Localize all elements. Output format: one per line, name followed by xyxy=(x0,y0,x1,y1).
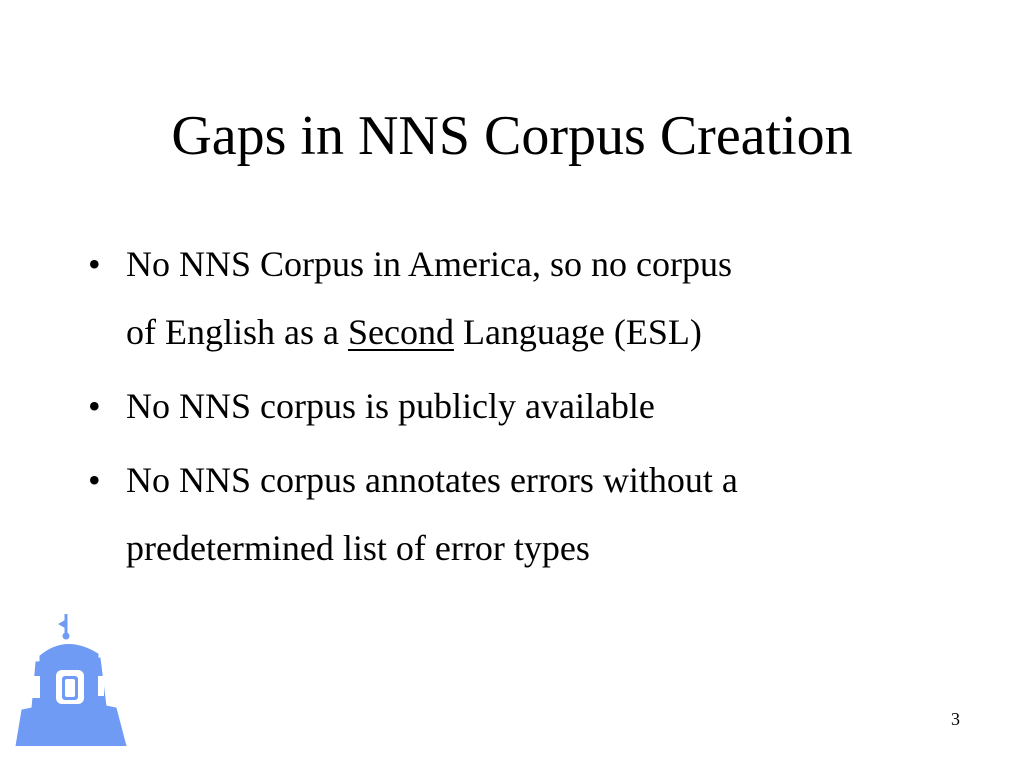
bullet-item xyxy=(88,446,918,582)
building-cupola-icon xyxy=(14,610,130,746)
bullet-text xyxy=(126,446,918,582)
bullet-dot: • xyxy=(88,244,101,284)
bullet-dot: • xyxy=(88,386,101,426)
bullet-text-line1: No NNS Corpus in America, so no corpus xyxy=(126,244,732,284)
bullet-text-line2-end: Language (ESL) xyxy=(453,312,702,352)
bullet-text-line1: No NNS corpus annotates errors without a xyxy=(126,460,738,500)
page-number: 3 xyxy=(951,709,960,729)
bullet-text xyxy=(126,230,918,366)
bullet-text-line2-start: of English as a xyxy=(126,312,348,352)
bullet-text-line2: predetermined list of error types xyxy=(126,528,590,568)
slide-title: Gaps in NNS Corpus Creation xyxy=(171,105,853,167)
underlined-word: Second xyxy=(347,312,454,352)
bullet-item xyxy=(88,230,918,366)
bullet-dot: • xyxy=(88,460,101,500)
bullet-item xyxy=(88,372,918,440)
bullet-text: No NNS corpus is publicly available xyxy=(126,386,655,426)
